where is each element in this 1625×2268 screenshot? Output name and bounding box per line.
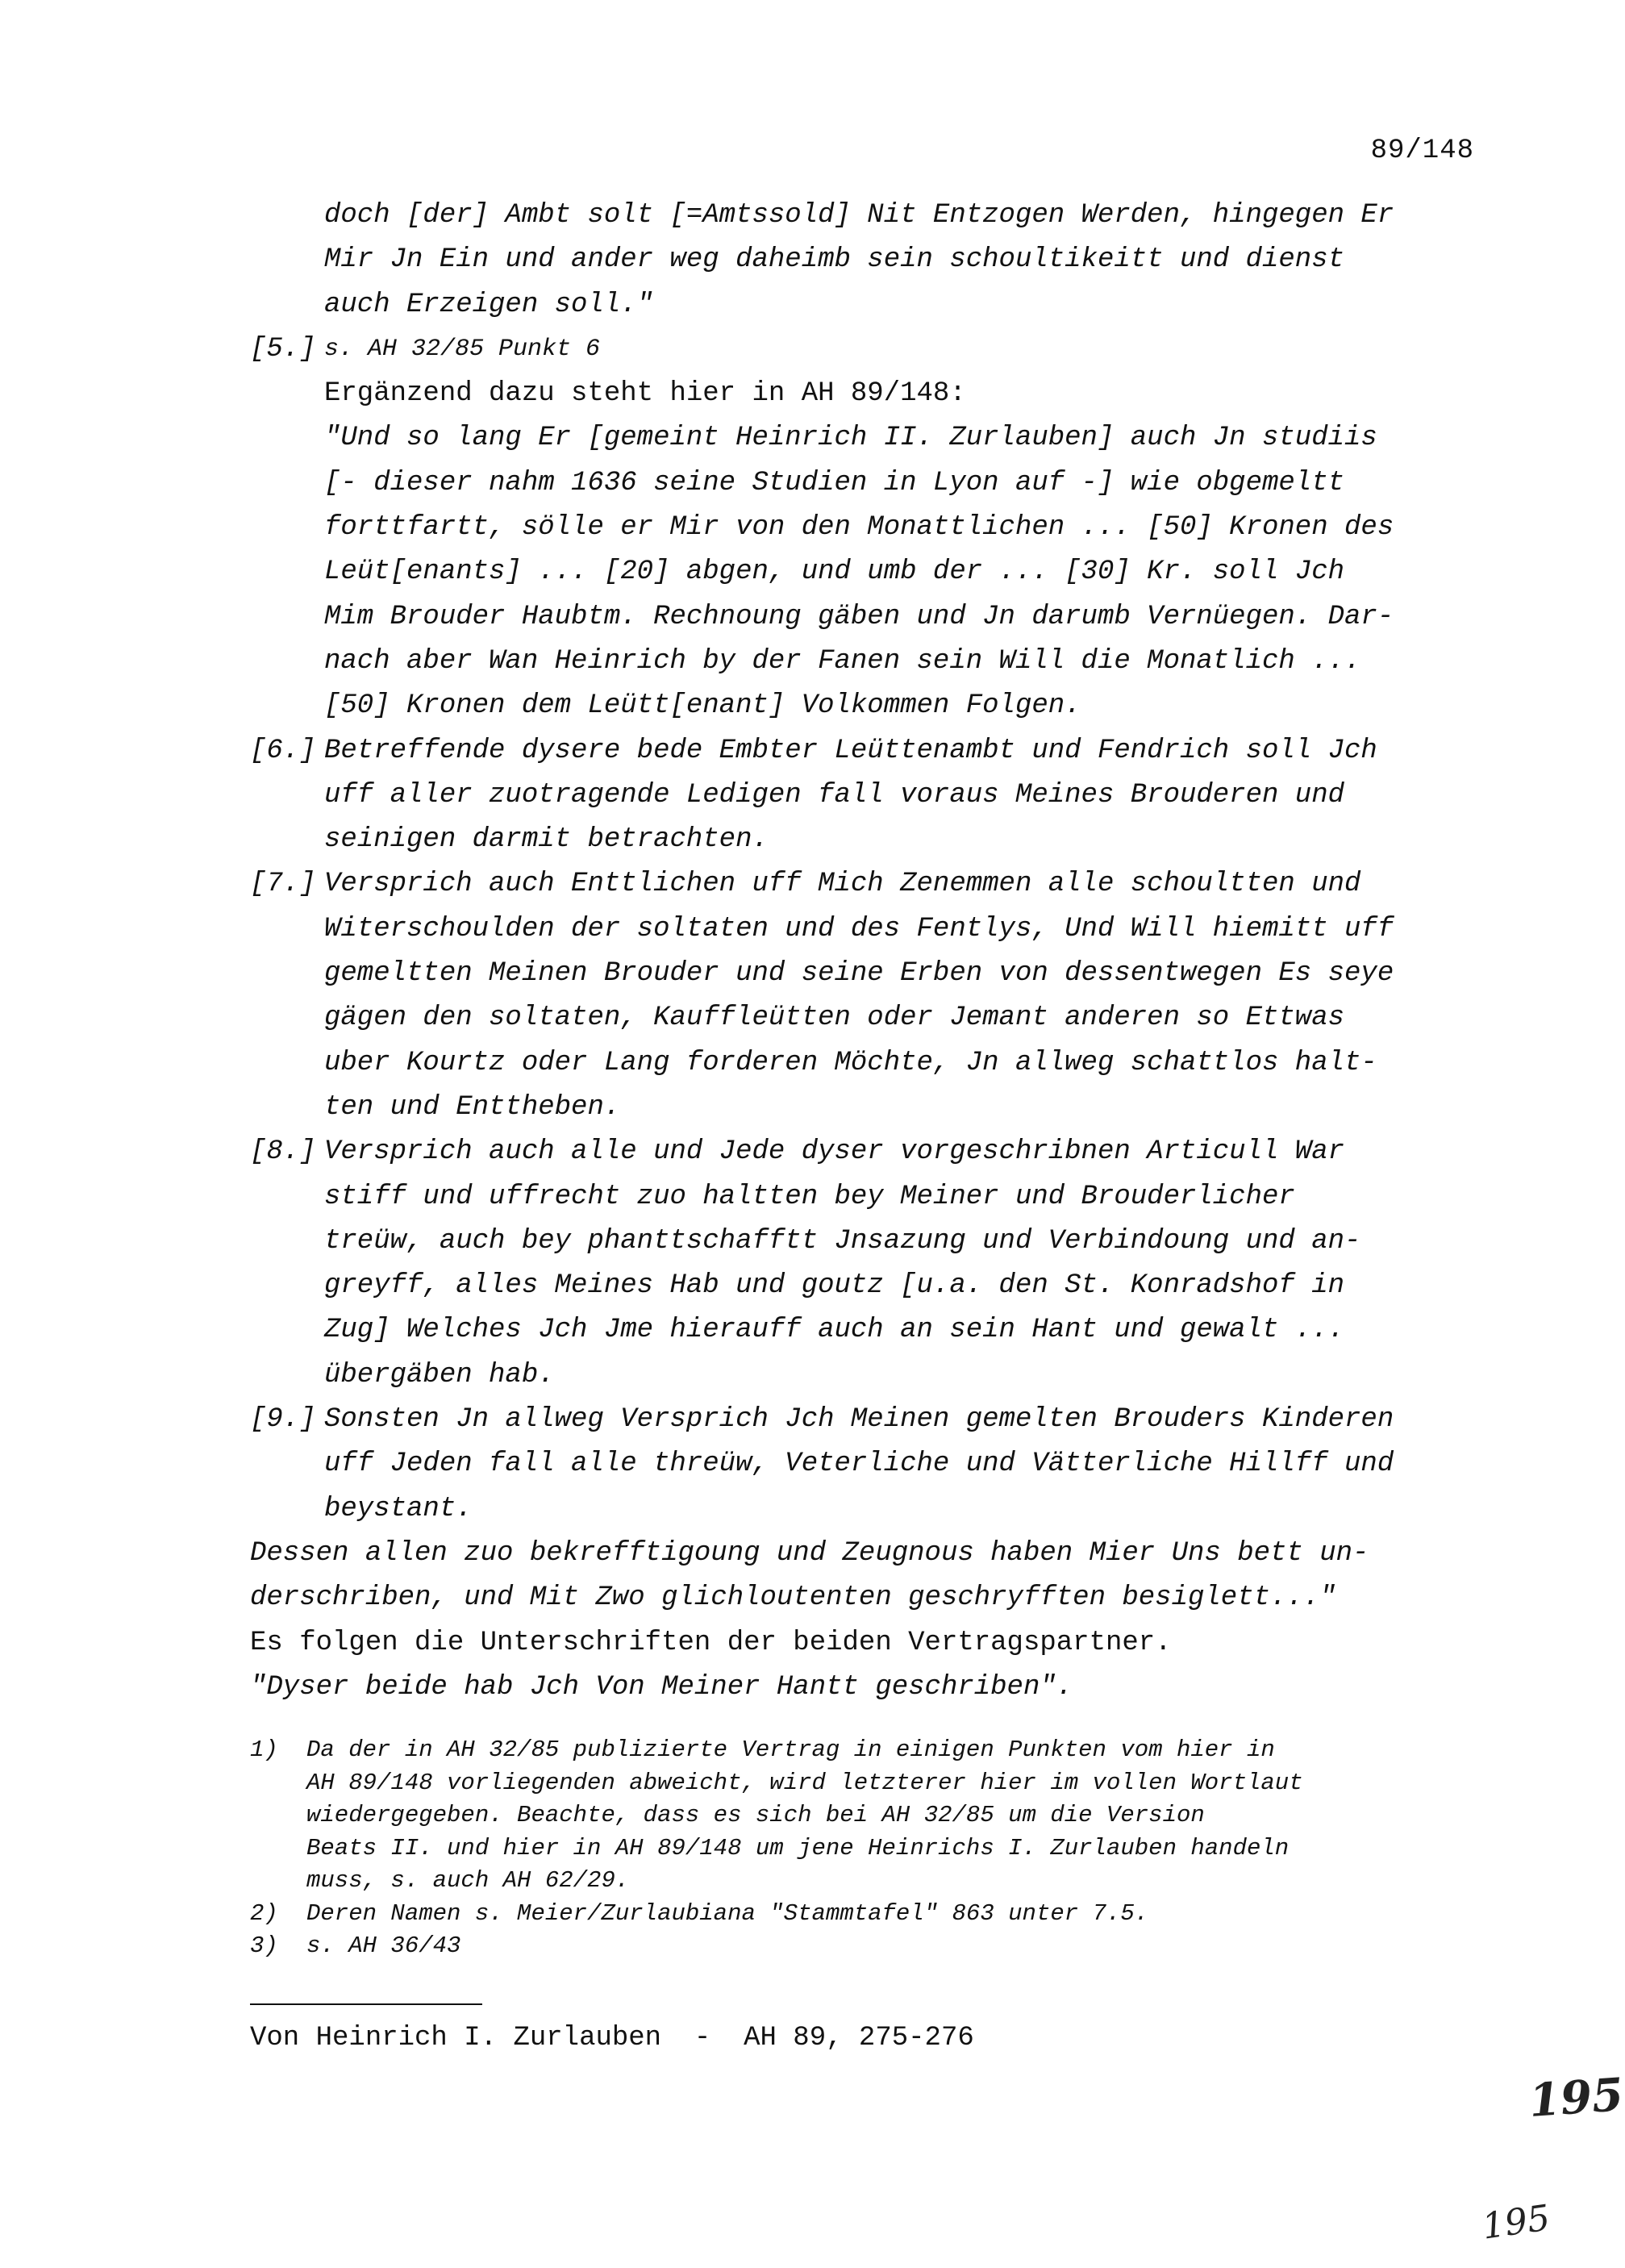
text-line: AH 89/148 vorliegenden abweicht, wird letzterer hier im vollen Wortlaut — [306, 1769, 1303, 1796]
text-line: Versprich auch Enttlichen uff Mich Zenemmen alle schoultten und — [324, 869, 1361, 900]
point-5-intro: Ergänzend dazu steht hier in AH 89/148: — [324, 378, 966, 410]
document-body — [250, 194, 1476, 1710]
footnotes — [250, 1734, 1476, 1963]
text-line: [50] Kronen dem Leütt[enant] Volkommen Folgen. — [324, 690, 1081, 722]
text-line: Beats II. und hier in AH 89/148 um jene Heinrichs I. Zurlauben handeln — [306, 1834, 1290, 1862]
text-line: doch [der] Ambt solt [=Amtssold] Nit Entzogen Werden, hingegen Er — [324, 200, 1394, 231]
closing-quote: "Dyser beide hab Jch Von Meiner Hantt geschriben". — [250, 1671, 1073, 1703]
text-line: uff Jeden fall alle threüw, Veterliche und Vätterliche Hillff und — [324, 1449, 1394, 1480]
item-number: [7.] — [250, 869, 316, 900]
text-line: forttfartt, sölle er Mir von den Monattlichen ... [50] Kronen des — [324, 512, 1394, 544]
text-line: Dessen allen zuo bekrefftigoung und Zeugnous haben Mier Uns bett un- — [250, 1537, 1369, 1569]
item-number: [9.] — [250, 1404, 316, 1436]
footnote-number: 3) — [250, 1932, 278, 1959]
text-line: seinigen darmit betrachten. — [324, 824, 769, 856]
footnote-number: 2) — [250, 1899, 278, 1927]
text-line: Da der in AH 32/85 publizierte Vertrag in einigen Punkten vom hier in — [306, 1736, 1275, 1763]
text-line: auch Erzeigen soll." — [324, 289, 654, 320]
page-number: 89/148 — [1370, 135, 1474, 166]
point-8 — [250, 1130, 1476, 1398]
text-line: Versprich auch alle und Jede dyser vorgeschribnen Articull War — [324, 1136, 1345, 1168]
text-line: muss, s. auch AH 62/29. — [306, 1867, 630, 1894]
text-line: uber Kourtz oder Lang forderen Möchte, Jn allweg schattlos halt- — [324, 1047, 1377, 1078]
point-6 — [250, 729, 1476, 863]
point-5 — [250, 327, 1476, 729]
text-line: ten und Enttheben. — [324, 1091, 621, 1123]
text-line: Zug] Welches Jch Jme hierauff auch an sein Hant und gewalt ... — [324, 1315, 1345, 1346]
footnote-1 — [250, 1734, 1476, 1898]
text-line: "Und so lang Er [gemeint Heinrich II. Zurlauben] auch Jn studiis — [324, 423, 1377, 454]
closing — [250, 1532, 1476, 1710]
text-line: Deren Namen s. Meier/Zurlaubiana "Stammtafel" 863 unter 7.5. — [306, 1899, 1149, 1927]
item-number: [5.] — [250, 333, 316, 365]
handwritten-folio-mark: 195 — [1479, 2197, 1553, 2248]
text-line: stiff und uffrecht zuo haltten bey Meiner und Brouderlicher — [324, 1181, 1295, 1212]
text-line: [- dieser nahm 1636 seine Studien in Lyon auf -] wie obgemeltt — [324, 467, 1345, 498]
text-line: derschriben, und Mit Zwo glichloutenten geschryfften besiglett..." — [250, 1582, 1336, 1614]
text-line: gemeltten Meinen Brouder und seine Erben von dessentwegen Es seye — [324, 958, 1394, 990]
source-credit: Von Heinrich I. Zurlauben - AH 89, 275-276 — [250, 2023, 974, 2053]
text-line: treüw, auch bey phanttschafftt Jnsazung und Verbindoung und an- — [324, 1225, 1361, 1257]
text-line: gägen den soltaten, Kauffleütten oder Jemant anderen so Ettwas — [324, 1003, 1345, 1034]
handwritten-page-mark: 195 — [1527, 2068, 1625, 2128]
point-9 — [250, 1398, 1476, 1532]
text-line: Mim Brouder Haubtm. Rechnoung gäben und Jn darumb Vernüegen. Dar- — [324, 601, 1394, 632]
footnote-2 — [250, 1898, 1476, 1931]
text-line: nach aber Wan Heinrich by der Fanen sein Will die Monatlich ... — [324, 645, 1361, 677]
text-line: greyff, alles Meines Hab und goutz [u.a. den St. Konradshof in — [324, 1270, 1345, 1302]
text-line: uff aller zuotragende Ledigen fall voraus Meines Brouderen und — [324, 779, 1345, 811]
text-line: Betreffende dysere bede Embter Leüttenambt und Fendrich soll Jch — [324, 735, 1377, 766]
item-number: [8.] — [250, 1136, 316, 1168]
text-line: Mir Jn Ein und ander weg daheimb sein schoultikeitt und dienst — [324, 244, 1345, 276]
closing-note: Es folgen die Unterschriften der beiden Vertragspartner. — [250, 1627, 1172, 1658]
separator-rule — [250, 2003, 482, 2005]
text-line: Sonsten Jn allweg Versprich Jch Meinen gemelten Brouders Kinderen — [324, 1404, 1394, 1436]
point-5-reference: s. AH 32/85 Punkt 6 — [324, 335, 601, 363]
text-line: beystant. — [324, 1493, 473, 1524]
text-line: wiedergegeben. Beachte, dass es sich bei AH 32/85 um die Version — [306, 1802, 1205, 1828]
text-line: Witerschoulden der soltaten und des Fentlys, Und Will hiemitt uff — [324, 913, 1394, 944]
intro-quote — [250, 194, 1476, 327]
text-line: übergäben hab. — [324, 1359, 555, 1390]
footnote-3 — [250, 1930, 1476, 1963]
item-number: [6.] — [250, 735, 316, 766]
text-line: Leüt[enants] ... [20] abgen, und umb der ... [30] Kr. soll Jch — [324, 557, 1345, 588]
point-7 — [250, 862, 1476, 1130]
text-line: s. AH 36/43 — [306, 1932, 461, 1959]
footnote-number: 1) — [250, 1736, 278, 1763]
